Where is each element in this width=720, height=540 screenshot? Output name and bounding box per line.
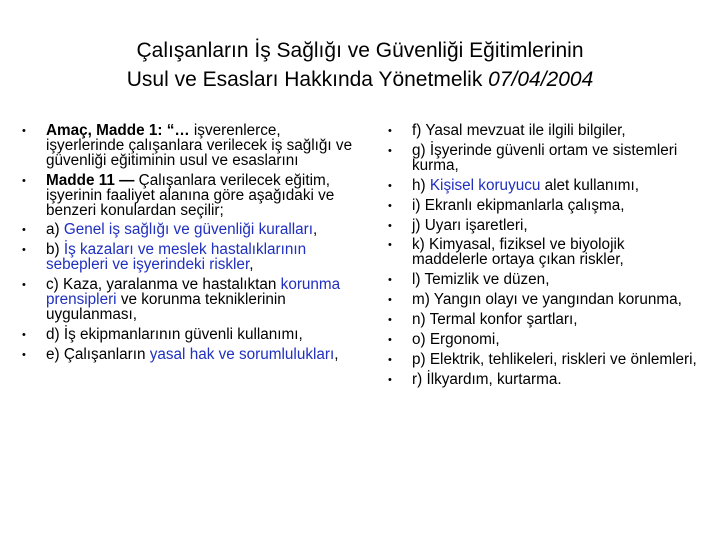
bullet-icon: • (22, 224, 26, 237)
item-text: Çalışanlara verilecek eğitim, işyerinin faaliyet alanına göre aşağıdaki ve benzeri konulardan seçilir; (46, 171, 335, 219)
item-text: k) Kimyasal, fiziksel ve biyolojik maddelerle ortaya çıkan riskler, (412, 236, 625, 269)
bullet-icon: • (388, 353, 392, 366)
item-highlight-text: yasal hak ve sorumlulukları (149, 345, 335, 363)
list-item (388, 350, 698, 368)
list-item (388, 216, 698, 234)
item-text: , (334, 345, 339, 363)
item-text: i) Ekranlı ekipmanlarla çalışma, (412, 196, 625, 214)
item-text: h) (412, 176, 430, 194)
item-bold-text: Madde 11 — (46, 171, 135, 189)
bullet-icon: • (22, 125, 26, 137)
bullet-icon: • (388, 219, 392, 232)
item-text: o) Ergonomi, (412, 330, 500, 348)
item-text: a) (46, 221, 64, 239)
item-text: j) Uyarı işaretleri, (412, 216, 528, 234)
list-item (22, 124, 362, 169)
title-line-2-text: Usul ve Esasları Hakkında Yönetmelik (126, 68, 489, 91)
list-item (22, 243, 362, 273)
bullet-icon: • (388, 294, 392, 307)
title-line-2 (40, 65, 680, 94)
item-highlight-text: korunma prensipleri (46, 276, 341, 309)
list-item (388, 370, 698, 388)
item-highlight-text: İş kazaları ve meslek hastalıklarının sebepleri ve işyerindeki riskler (46, 241, 307, 274)
list-item (388, 238, 698, 268)
list-item (388, 141, 698, 174)
list-item (388, 330, 698, 348)
bullet-icon: • (22, 348, 26, 361)
list-item (388, 124, 698, 139)
item-text: g) İşyerinde güvenli ortam ve sistemleri kurma, (412, 141, 678, 174)
item-text: l) Temizlik ve düzen, (412, 271, 550, 289)
list-item (22, 223, 362, 238)
bullet-icon: • (388, 333, 392, 346)
item-text: , (249, 256, 254, 274)
list-item (22, 345, 362, 363)
bullet-icon: • (22, 244, 26, 257)
list-item (388, 313, 698, 328)
bullet-icon: • (22, 174, 26, 187)
item-text: , (313, 221, 318, 239)
bullet-icon: • (388, 373, 392, 386)
left-bullet-list (22, 124, 362, 368)
list-item (388, 273, 698, 288)
list-item (388, 196, 698, 214)
item-text: d) İş ekipmanlarının güvenli kullanımı, (46, 325, 303, 343)
item-text: r) İlkyardım, kurtarma. (412, 370, 562, 388)
bullet-icon: • (22, 328, 26, 341)
list-item (22, 278, 362, 323)
right-bullet-list (388, 124, 698, 393)
bullet-icon: • (388, 199, 392, 212)
item-text: n) Termal konfor şartları, (412, 311, 578, 329)
item-text: c) Kaza, yaralanma ve hastalıktan (46, 276, 281, 294)
item-text: alet kullanımı, (540, 176, 640, 194)
item-text: p) Elektrik, tehlikeleri, riskleri ve önlemleri, (412, 350, 697, 368)
page-title (40, 36, 680, 94)
item-highlight-text: Genel iş sağlığı ve güvenliği kuralları (63, 221, 313, 239)
item-text: f) Yasal mevzuat ile ilgili bilgiler, (412, 122, 626, 139)
bullet-icon: • (22, 279, 26, 292)
bullet-icon: • (388, 274, 392, 287)
list-item (388, 293, 698, 308)
item-text: b) (46, 241, 64, 259)
item-text: işverenlerce, işyerlerinde çalışanlara verilecek iş sağlığı ve güvenliği eğitiminin usul ve esaslarını (46, 122, 353, 169)
bullet-icon: • (388, 314, 392, 327)
list-item (22, 171, 362, 219)
item-text: m) Yangın olayı ve yangından korunma, (412, 291, 682, 309)
bullet-icon: • (388, 239, 392, 252)
item-text: e) Çalışanların (46, 345, 150, 363)
bullet-icon: • (388, 179, 392, 192)
list-item (388, 176, 698, 194)
list-item (22, 325, 362, 343)
item-text: ve korunma tekniklerinin uygulanması, (46, 291, 286, 323)
bullet-icon: • (388, 144, 392, 157)
item-bold-text: Amaç, Madde 1: “… (46, 122, 190, 139)
bullet-icon: • (388, 125, 392, 137)
item-highlight-text: Kişisel koruyucu (429, 176, 541, 194)
title-line-1: Çalışanların İş Sağlığı ve Güvenliği Eğitimlerinin (136, 39, 584, 62)
title-date: 07/04/2004 (488, 68, 594, 91)
